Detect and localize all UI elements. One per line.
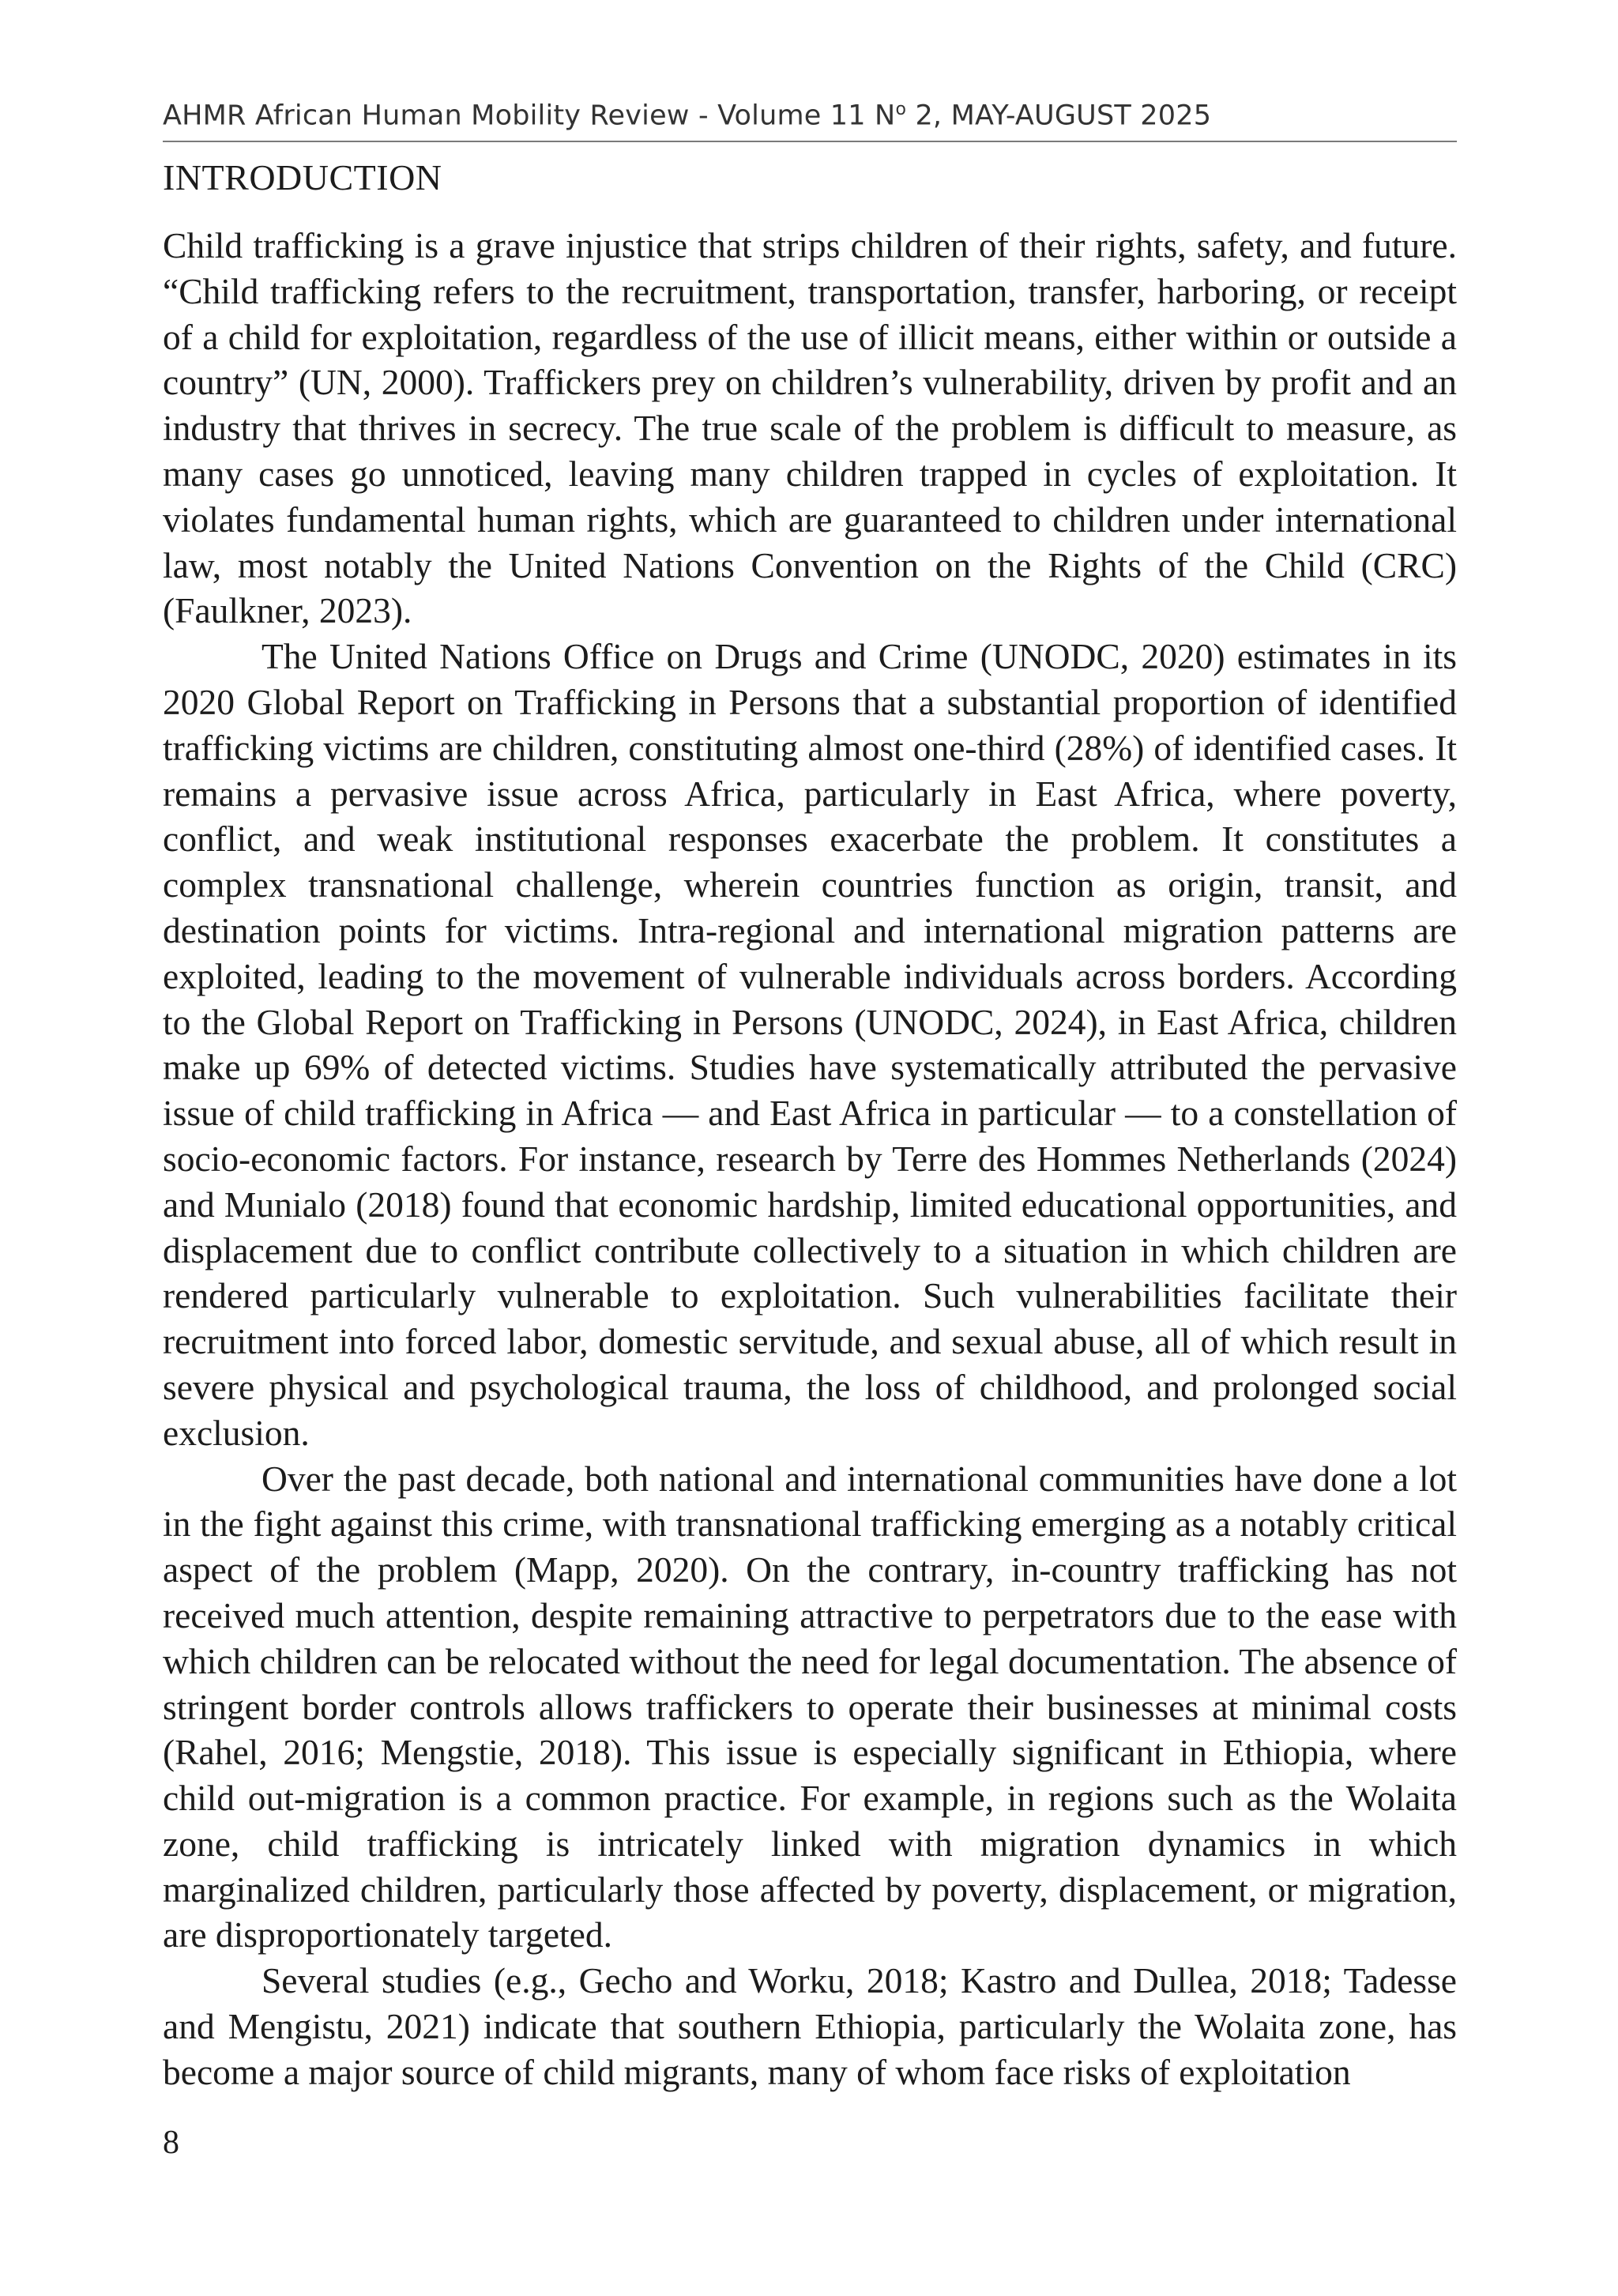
document-page [163,0,1457,2296]
issue-info: 2, MAY-AUGUST 2025 [906,100,1212,132]
paragraph-1: Child trafficking is a grave injustice that strips children of their rights, safety, and future. “Child trafficking refers to the recruitment, transportation, transfer, harboring, or receipt of a child for exploitation, regardless of the use of illicit means, either within or outside a country” (UN, 2000). Traffickers prey on children’s vulnerability, driven by profit and an industry that thrives in secrecy. The true scale of the problem is difficult to measure, as many cases go unnoticed, leaving many children trapped in cycles of exploitation. It violates fundamental human rights, which are guaranteed to children under international law, most notably the United Nations Convention on the Rights of the Child (CRC) (Faulkner, 2023). [163,225,1457,631]
paragraph-2: The United Nations Office on Drugs and Crime (UNODC, 2020) estimates in its 2020 Global Report on Trafficking in Persons that a substantial proportion of identified trafficking victims are children, constituting almost one-third (28%) of identified cases. It remains a pervasive issue across Africa, particularly in East Africa, where poverty, conflict, and weak institutional responses exacerbate the problem. It constitutes a complex transnational challenge, wherein countries function as origin, transit, and destination points for victims. Intra-regional and international migration patterns are exploited, leading to the movement of vulnerable individuals across borders. According to the Global Report on Trafficking in Persons (UNODC, 2024), in East Africa, children make up 69% of detected victims. Studies have systematically attributed the pervasive issue of child trafficking in Africa — and East Africa in particular — to a constellation of socio-economic factors. For instance, research by Terre des Hommes Netherlands (2024) and Munialo (2018) found that economic hardship, limited educational opportunities, and displacement due to conflict contribute collectively to a situation in which children are rendered particularly vulnerable to exploitation. Such vulnerabilities facilitate their recruitment into forced labor, domestic servitude, and sexual abuse, all of which result in severe physical and psychological trauma, the loss of childhood, and prolonged social exclusion. [163,636,1457,1453]
number-superscript: o [895,100,907,119]
running-header [163,100,1457,132]
body-text [163,223,1457,2095]
header-rule [163,141,1457,142]
section-heading: INTRODUCTION [163,157,442,198]
journal-title: AHMR African Human Mobility Review - Volume 11 N [163,100,896,132]
paragraph-4: Several studies (e.g., Gecho and Worku, 2018; Kastro and Dullea, 2018; Tadesse and Mengistu, 2021) indicate that southern Ethiopia, particularly the Wolaita zone, has become a major source of child migrants, many of whom face risks of exploitation [163,1960,1457,2092]
paragraph-3: Over the past decade, both national and international communities have done a lot in the fight against this crime, with transnational trafficking emerging as a notably critical aspect of the problem (Mapp, 2020). On the contrary, in-country trafficking has not received much attention, despite remaining attractive to perpetrators due to the ease with which children can be relocated without the need for legal documentation. The absence of stringent border controls allows traffickers to operate their businesses at minimal costs (Rahel, 2016; Mengstie, 2018). This issue is especially significant in Ethiopia, where child out-migration is a common practice. For example, in regions such as the Wolaita zone, child trafficking is intricately linked with migration dynamics in which marginalized children, particularly those affected by poverty, displacement, or migration, are disproportionately targeted. [163,1458,1457,1955]
page-number: 8 [163,2125,179,2161]
